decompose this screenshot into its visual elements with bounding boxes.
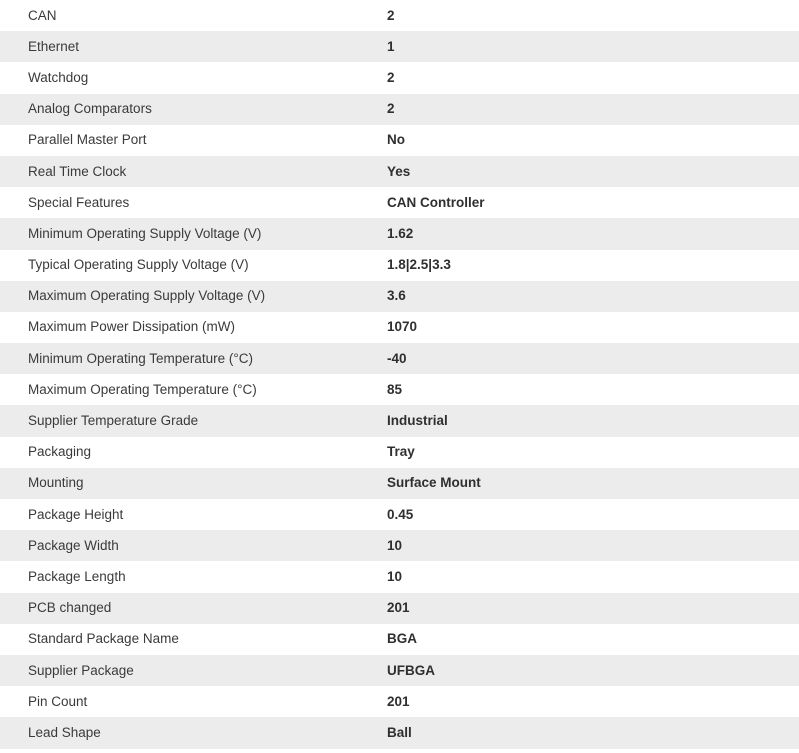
spec-value: 1070 <box>387 319 418 335</box>
table-row <box>0 374 799 405</box>
spec-label: Packaging <box>28 444 92 460</box>
spec-label: Minimum Operating Supply Voltage (V) <box>28 225 262 241</box>
table-row <box>0 62 799 93</box>
table-row <box>0 312 799 343</box>
spec-value: 10 <box>387 537 403 553</box>
spec-label: Watchdog <box>28 69 89 85</box>
spec-label: Pin Count <box>28 693 88 709</box>
spec-label: Parallel Master Port <box>28 132 147 148</box>
table-row <box>0 593 799 624</box>
spec-label: Package Width <box>28 537 119 553</box>
table-row <box>0 281 799 312</box>
table-row <box>0 343 799 374</box>
spec-label: Real Time Clock <box>28 163 127 179</box>
spec-value: 1.8|2.5|3.3 <box>387 257 451 273</box>
spec-value: 2 <box>387 69 395 85</box>
spec-label: Special Features <box>28 194 130 210</box>
spec-value: Industrial <box>387 413 448 429</box>
spec-label: Lead Shape <box>28 724 101 740</box>
table-row <box>0 94 799 125</box>
spec-value: No <box>387 132 405 148</box>
spec-value: BGA <box>387 631 417 647</box>
spec-value: 85 <box>387 381 403 397</box>
spec-value: 201 <box>387 693 410 709</box>
spec-value: Tray <box>387 444 415 460</box>
spec-value: 2 <box>387 101 395 117</box>
table-row <box>0 717 799 748</box>
table-row <box>0 405 799 436</box>
spec-label: Standard Package Name <box>28 631 179 647</box>
spec-value: Surface Mount <box>387 475 481 491</box>
table-row <box>0 655 799 686</box>
spec-label: Analog Comparators <box>28 101 152 117</box>
spec-label: Supplier Package <box>28 662 134 678</box>
table-row <box>0 125 799 156</box>
spec-value: -40 <box>387 350 407 366</box>
spec-value: Yes <box>387 163 411 179</box>
spec-label: Maximum Operating Temperature (°C) <box>28 381 257 397</box>
table-row <box>0 499 799 530</box>
spec-label: Maximum Power Dissipation (mW) <box>28 319 236 335</box>
table-row <box>0 156 799 187</box>
spec-value: 0.45 <box>387 506 414 522</box>
spec-label: Minimum Operating Temperature (°C) <box>28 350 253 366</box>
spec-value: 10 <box>387 568 403 584</box>
spec-value: 1 <box>387 38 395 54</box>
table-row <box>0 437 799 468</box>
table-row <box>0 624 799 655</box>
spec-value: 3.6 <box>387 288 406 304</box>
spec-label: Typical Operating Supply Voltage (V) <box>28 257 249 273</box>
spec-label: Package Length <box>28 568 126 584</box>
table-row <box>0 530 799 561</box>
spec-label: CAN <box>28 7 57 23</box>
spec-label: Maximum Operating Supply Voltage (V) <box>28 288 266 304</box>
spec-value: Ball <box>387 724 412 740</box>
spec-label: Package Height <box>28 506 124 522</box>
spec-value: CAN Controller <box>387 194 485 210</box>
table-row <box>0 250 799 281</box>
spec-value: 1.62 <box>387 225 414 241</box>
spec-label: PCB changed <box>28 600 112 616</box>
spec-value: 2 <box>387 7 395 23</box>
spec-label: Mounting <box>28 475 84 491</box>
spec-value: UFBGA <box>387 662 435 678</box>
table-row <box>0 31 799 62</box>
table-row <box>0 686 799 717</box>
table-row <box>0 187 799 218</box>
table-row <box>0 561 799 592</box>
table-row <box>0 218 799 249</box>
spec-label: Ethernet <box>28 38 80 54</box>
spec-label: Supplier Temperature Grade <box>28 413 199 429</box>
table-row <box>0 0 799 31</box>
table-row <box>0 468 799 499</box>
spec-value: 201 <box>387 600 410 616</box>
